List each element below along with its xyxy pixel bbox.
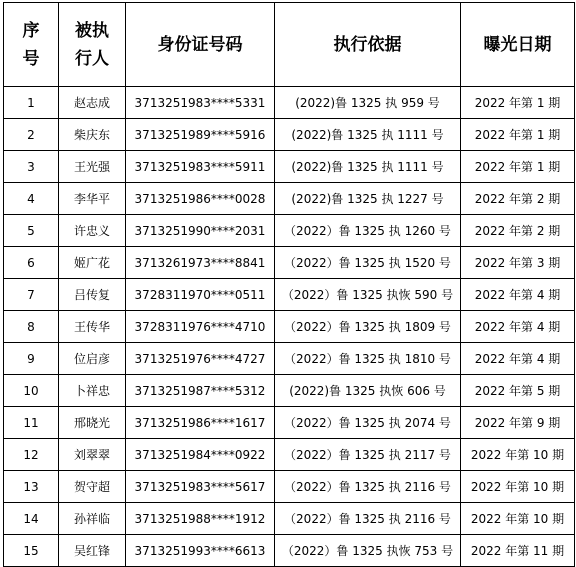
cell-id-number: 3713251988****1912 <box>126 503 275 535</box>
cell-date: 2022 年第 3 期 <box>461 247 575 279</box>
cell-id-number: 3713251989****5916 <box>126 119 275 151</box>
cell-name: 卜祥忠 <box>59 375 126 407</box>
cell-name: 姬广花 <box>59 247 126 279</box>
cell-id-number: 3728311970****0511 <box>126 279 275 311</box>
header-id-number: 身份证号码 <box>126 3 275 87</box>
cell-seq: 5 <box>4 215 59 247</box>
table-row <box>4 503 575 535</box>
cell-basis: （2022）鲁 1325 执 2116 号 <box>275 471 461 503</box>
cell-seq: 4 <box>4 183 59 215</box>
cell-basis: （2022）鲁 1325 执 2116 号 <box>275 503 461 535</box>
header-person <box>59 3 126 87</box>
table-row <box>4 343 575 375</box>
cell-name: 邢晓光 <box>59 407 126 439</box>
cell-date: 2022 年第 10 期 <box>461 503 575 535</box>
cell-date: 2022 年第 2 期 <box>461 215 575 247</box>
cell-date: 2022 年第 1 期 <box>461 119 575 151</box>
cell-name: 吕传复 <box>59 279 126 311</box>
cell-id-number: 3713251987****5312 <box>126 375 275 407</box>
cell-seq: 12 <box>4 439 59 471</box>
cell-name: 李华平 <box>59 183 126 215</box>
cell-seq: 6 <box>4 247 59 279</box>
cell-basis: （2022）鲁 1325 执 1520 号 <box>275 247 461 279</box>
cell-id-number: 3713261973****8841 <box>126 247 275 279</box>
cell-seq: 9 <box>4 343 59 375</box>
cell-id-number: 3713251984****0922 <box>126 439 275 471</box>
cell-date: 2022 年第 4 期 <box>461 343 575 375</box>
cell-id-number: 3713251990****2031 <box>126 215 275 247</box>
header-row <box>4 3 575 87</box>
cell-basis: （2022）鲁 1325 执 1810 号 <box>275 343 461 375</box>
cell-date: 2022 年第 5 期 <box>461 375 575 407</box>
cell-seq: 2 <box>4 119 59 151</box>
header-basis: 执行依据 <box>275 3 461 87</box>
table-row <box>4 87 575 119</box>
cell-seq: 8 <box>4 311 59 343</box>
header-date: 曝光日期 <box>461 3 575 87</box>
table-row <box>4 119 575 151</box>
cell-name: 位启彦 <box>59 343 126 375</box>
cell-name: 吴红锋 <box>59 535 126 567</box>
header-person-line1: 被执 <box>75 20 109 41</box>
header-seq <box>4 3 59 87</box>
cell-id-number: 3713251986****0028 <box>126 183 275 215</box>
cell-date: 2022 年第 9 期 <box>461 407 575 439</box>
cell-date: 2022 年第 1 期 <box>461 151 575 183</box>
cell-date: 2022 年第 2 期 <box>461 183 575 215</box>
table-row <box>4 471 575 503</box>
table-row <box>4 375 575 407</box>
cell-basis: （2022）鲁 1325 执 1809 号 <box>275 311 461 343</box>
cell-seq: 3 <box>4 151 59 183</box>
table-row <box>4 215 575 247</box>
cell-name: 王传华 <box>59 311 126 343</box>
cell-id-number: 3713251983****5331 <box>126 87 275 119</box>
header-person-line2: 行人 <box>75 48 109 69</box>
cell-date: 2022 年第 11 期 <box>461 535 575 567</box>
cell-basis: （2022）鲁 1325 执恢 590 号 <box>275 279 461 311</box>
cell-id-number: 3713251983****5911 <box>126 151 275 183</box>
table-row <box>4 183 575 215</box>
table-row <box>4 311 575 343</box>
table-row <box>4 247 575 279</box>
cell-seq: 1 <box>4 87 59 119</box>
cell-basis: (2022)鲁 1325 执 959 号 <box>275 87 461 119</box>
header-seq-line2: 号 <box>22 48 40 69</box>
cell-name: 柴庆东 <box>59 119 126 151</box>
cell-name: 贺守超 <box>59 471 126 503</box>
table-row <box>4 535 575 567</box>
cell-seq: 11 <box>4 407 59 439</box>
table-row <box>4 279 575 311</box>
cell-seq: 7 <box>4 279 59 311</box>
cell-basis: (2022)鲁 1325 执恢 606 号 <box>275 375 461 407</box>
cell-date: 2022 年第 4 期 <box>461 279 575 311</box>
cell-basis: (2022)鲁 1325 执 1227 号 <box>275 183 461 215</box>
table-row <box>4 407 575 439</box>
cell-date: 2022 年第 10 期 <box>461 471 575 503</box>
cell-basis: (2022)鲁 1325 执 1111 号 <box>275 151 461 183</box>
cell-basis: （2022）鲁 1325 执 1260 号 <box>275 215 461 247</box>
cell-basis: （2022）鲁 1325 执恢 753 号 <box>275 535 461 567</box>
cell-seq: 13 <box>4 471 59 503</box>
cell-id-number: 3713251983****5617 <box>126 471 275 503</box>
cell-seq: 10 <box>4 375 59 407</box>
exposure-table <box>3 2 575 567</box>
cell-basis: （2022）鲁 1325 执 2117 号 <box>275 439 461 471</box>
table-row <box>4 439 575 471</box>
table-row <box>4 151 575 183</box>
cell-seq: 14 <box>4 503 59 535</box>
cell-name: 王光强 <box>59 151 126 183</box>
cell-id-number: 3713251986****1617 <box>126 407 275 439</box>
cell-name: 刘翠翠 <box>59 439 126 471</box>
cell-basis: (2022)鲁 1325 执 1111 号 <box>275 119 461 151</box>
cell-seq: 15 <box>4 535 59 567</box>
cell-date: 2022 年第 1 期 <box>461 87 575 119</box>
cell-name: 孙祥临 <box>59 503 126 535</box>
cell-date: 2022 年第 10 期 <box>461 439 575 471</box>
cell-basis: （2022）鲁 1325 执 2074 号 <box>275 407 461 439</box>
cell-id-number: 3713251976****4727 <box>126 343 275 375</box>
cell-name: 许忠义 <box>59 215 126 247</box>
cell-name: 赵志成 <box>59 87 126 119</box>
header-seq-line1: 序 <box>22 20 40 41</box>
cell-id-number: 3713251993****6613 <box>126 535 275 567</box>
cell-id-number: 3728311976****4710 <box>126 311 275 343</box>
table-body <box>4 87 575 567</box>
cell-date: 2022 年第 4 期 <box>461 311 575 343</box>
